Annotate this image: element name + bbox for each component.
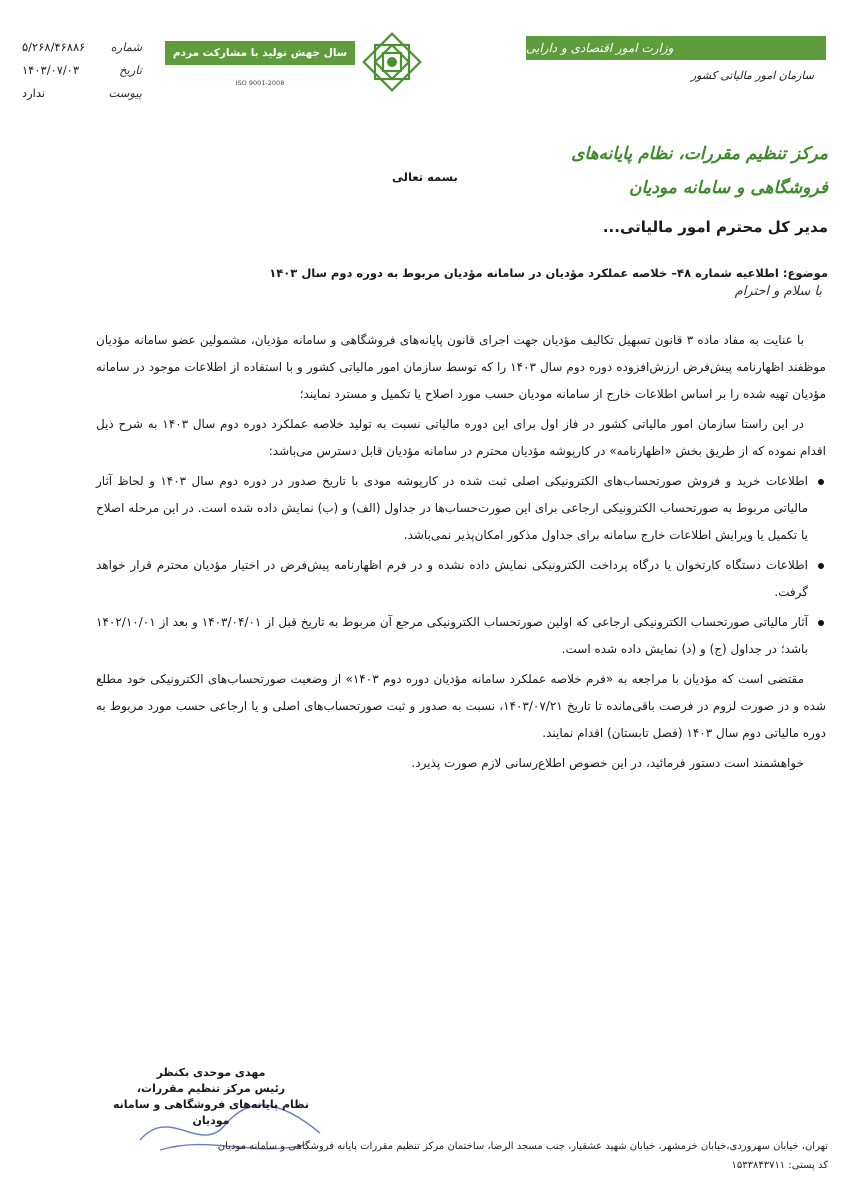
paragraph-2: در این راستا سازمان امور مالیاتی کشور در فاز اول برای این دوره مالیاتی نسبت به تولید خلاصه عملکرد دوره دوم سال ۱۴۰۳ به شرح ذیل اقدام نموده که از طریق بخش «اظهارنامه» در کارپوشه مؤدیان محترم در سامانه مؤدیان قابل دسترس می‌باشد:: [96, 417, 826, 458]
slogan-block: [165, 41, 355, 87]
postal-label: کد پستی:: [788, 1160, 828, 1171]
tax-organization-emblem-icon: [362, 32, 422, 92]
list-item-text: اطلاعات خرید و فروش صورتحساب‌های الکترونیکی اصلی ثبت شده در کارپوشه مودی با تاریخ صدور در دوره دوم سال ۱۴۰۳ و لحاظ آثار مالیاتی مربوط به صورتحساب الکترونیکی ارجاعی برای این صورت‌حساب‌ها در جداول (الف) و (ب) نمایش داده شده است. در این مرحله اصلاح یا تکمیل یا ویرایش اطلاعات خارج سامانه برای جداول مذکور امکان‌پذیر نمی‌باشد.: [96, 474, 808, 542]
list-item: [96, 552, 826, 606]
postal-code: ۱۵۳۳۸۴۳۷۱۱: [731, 1160, 786, 1171]
signer-title-1: رئیس مرکز تنظیم مقررات،: [136, 1082, 286, 1095]
organization-name: سازمان امور مالیاتی کشور: [690, 69, 814, 82]
paragraph-1: با عنایت به مفاد ماده ۳ قانون تسهیل تکالیف مؤدیان جهت اجرای قانون پایانه‌های فروشگاهی و سامانه مؤدیان، مشمولین عضو سامانه مؤدیان موظفند اظهارنامه پیش‌فرض ارزش‌افزوده دوره دوم سال ۱۴۰۳ را که توسط سازمان امور مالیاتی کشور و با استفاده از اطلاعات موجود در سامانه مؤدیان تهیه شده را بر اساس اطلاعات خارج از سامانه مودیان حسب مورد اصلاح یا تکمیل و مسترد نمایند؛: [96, 333, 826, 401]
signer-title-2: نظام پایانه‌های فروشگاهی و سامانه مودیان: [112, 1098, 310, 1127]
letter-attachment-row: [22, 82, 142, 105]
letter-meta: [22, 36, 142, 105]
paragraph-4: مقتضی است که مؤدیان با مراجعه به «فرم خلاصه عملکرد سامانه مؤدیان دوره دوم ۱۴۰۳» از وضعیت صورتحساب‌های الکترونیکی خود مطلع شده و در صورت لزوم در فرصت باقی‌مانده تا تاریخ ۱۴۰۳/۰۷/۲۱، نسبت به صدور و ثبت صورتحساب‌های اصلی و یا ارجاعی حسب مورد مربوط به دوره مالیاتی دوم سال ۱۴۰۳ (فصل تابستان) اقدام نمایند.: [96, 672, 826, 740]
letter-date-row: [22, 59, 142, 82]
bismillah: بسمه تعالی: [392, 170, 458, 184]
list-item-text: آثار مالیاتی صورتحساب الکترونیکی ارجاعی که اولین صورتحساب الکترونیکی مرجع آن مربوط به تاریخ قبل از ۱۴۰۳/۰۴/۰۱ و بعد از ۱۴۰۲/۱۰/۰۱ باشد؛ در جداول (ج) و (د) نمایش داده شده است.: [96, 615, 808, 656]
letter-number-row: [22, 36, 142, 59]
footer: [18, 1137, 828, 1175]
paragraph-5: خواهشمند است دستور فرمائید، در این خصوص اطلاع‌رسانی لازم صورت پذیرد.: [411, 756, 804, 770]
footer-postal: [18, 1156, 828, 1175]
greeting: با سلام و احترام: [734, 284, 822, 299]
addressee: مدیر کل محترم امور مالیاتی...: [602, 218, 828, 236]
letter-content: [96, 327, 826, 777]
bullet-icon: [818, 563, 824, 569]
letter-date-value: ۱۴۰۳/۰۷/۰۳: [22, 63, 80, 77]
letter-number-label: شماره: [110, 40, 142, 54]
ministry-block: [526, 36, 826, 82]
letter-date-label: تاریخ: [119, 63, 142, 77]
slogan-bar: سال جهش تولید با مشارکت مردم: [165, 41, 355, 65]
list-item: [96, 609, 826, 663]
center-title: مرکز تنظیم مقررات، نظام پایانه‌های فروشگاهی و سامانه مودیان: [571, 144, 828, 198]
letter-subject: موضوع: اطلاعیه شماره ۴۸– خلاصه عملکرد مؤدیان در سامانه مؤدیان مربوط به دوره دوم سال ۱۴۰۳: [269, 266, 828, 280]
footer-address: تهران، خیابان سهروردی،خیابان خرمشهر، خیابان شهید عشقیار، جنب مسجد الرضا، ساختمان مرکز تنظیم مقررات پایانه فروشگاهی و سامانه مودیان: [217, 1141, 828, 1152]
iso-certificate: ISO 9001-2008: [235, 79, 285, 87]
letter-attachment-label: پیوست: [108, 86, 142, 100]
signer-name: مهدی موحدی بکنظر: [156, 1066, 266, 1079]
signature-block: [96, 1065, 326, 1129]
list-item: [96, 468, 826, 549]
letter-attachment-value: ندارد: [22, 86, 46, 100]
bullet-icon: [818, 620, 824, 626]
ministry-name: وزارت امور اقتصادی و دارایی: [526, 36, 826, 60]
bullet-icon: [818, 479, 824, 485]
letter-number-value: ۵/۲۶۸/۴۶۸۸۶: [22, 40, 86, 54]
bullet-list: [96, 468, 826, 663]
list-item-text: اطلاعات دستگاه کارتخوان یا درگاه پرداخت الکترونیکی نمایش داده نشده و در فرم اظهارنامه پیش‌فرض در اختیار مؤدیان محترم قرار خواهد گرفت.: [96, 558, 808, 599]
